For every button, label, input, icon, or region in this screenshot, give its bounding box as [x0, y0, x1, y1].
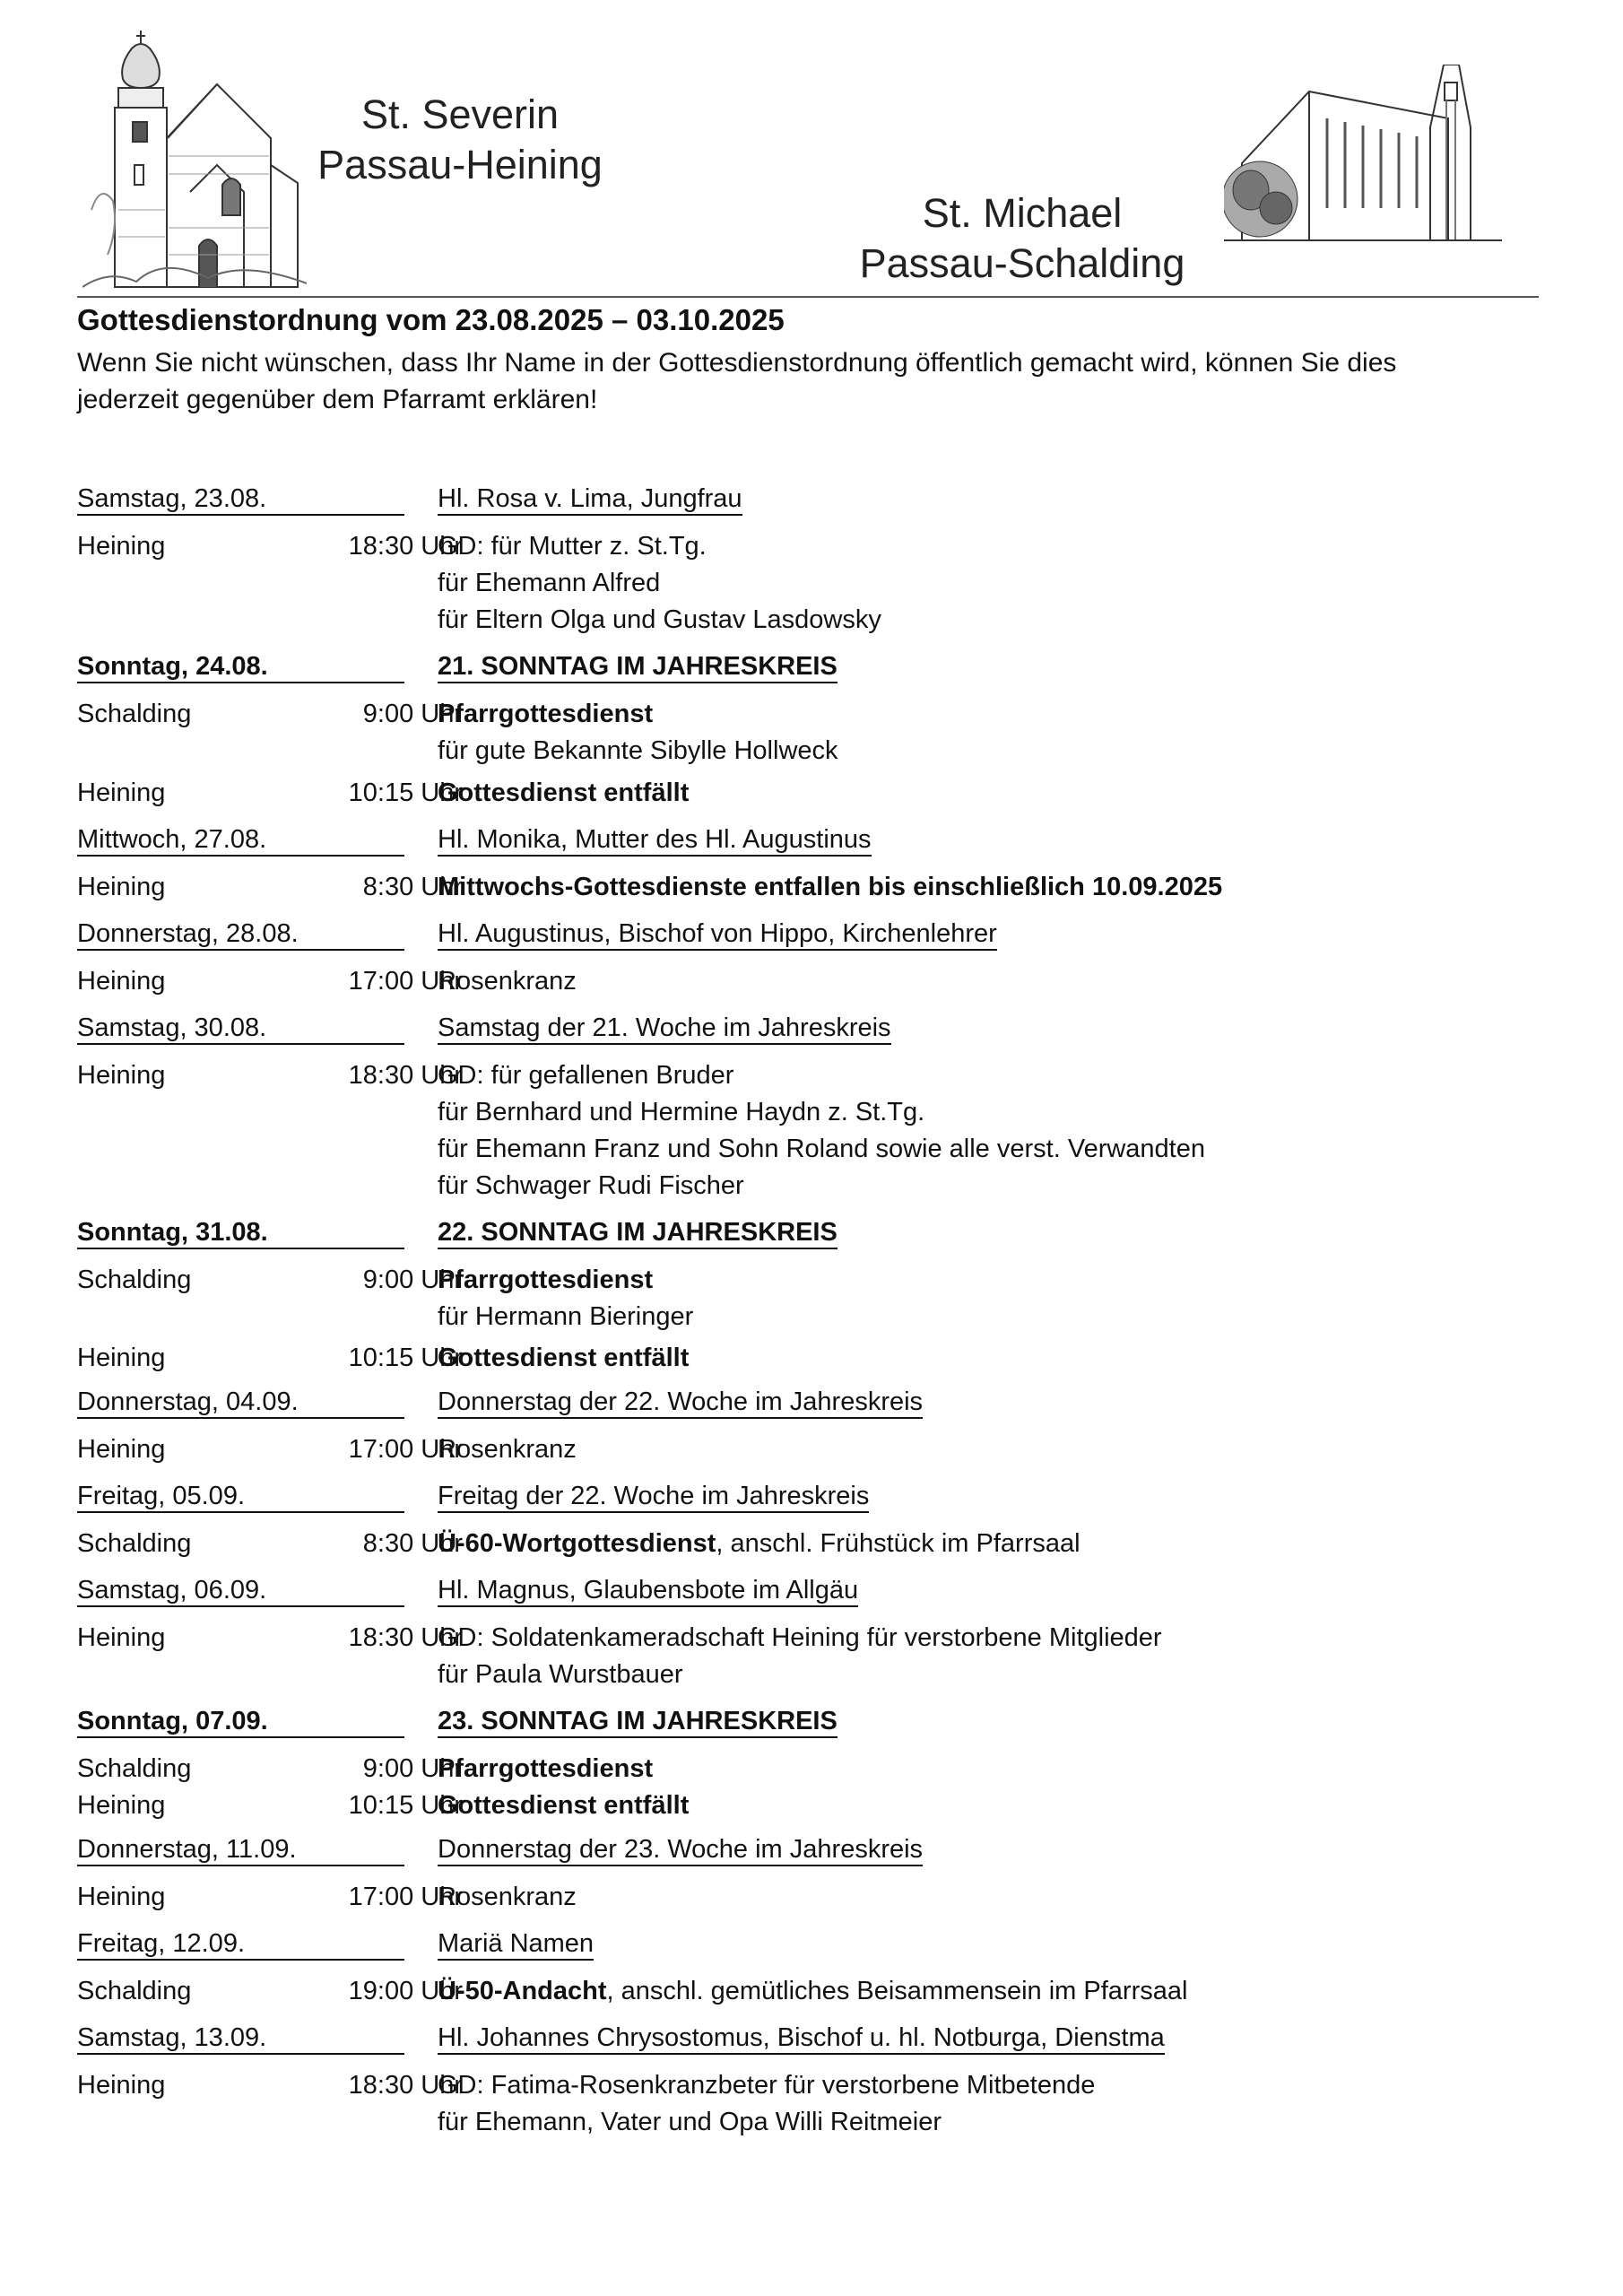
- service-line-text: für Ehemann Alfred: [438, 569, 661, 597]
- day-feast: Hl. Rosa v. Lima, Jungfrau: [438, 483, 742, 516]
- service-line: [438, 1340, 1548, 1377]
- day-date: Samstag, 23.08.: [77, 483, 404, 516]
- service-time: 18:30 Uhr: [348, 1623, 463, 1652]
- service-time: 10:15 Uhr: [348, 1344, 463, 1372]
- day-header: [77, 1473, 1548, 1520]
- left-parish-name: St. Severin: [360, 91, 560, 137]
- right-parish-name: St. Michael: [922, 190, 1123, 236]
- service-row: [77, 770, 1548, 816]
- service-line-text: GD: für gefallenen Bruder: [438, 1061, 734, 1090]
- service-line: [438, 1526, 1548, 1562]
- service-line: [438, 733, 1548, 770]
- day-feast: Donnerstag der 23. Woche im Jahreskreis: [438, 1834, 923, 1866]
- service-description: [438, 1787, 1548, 1824]
- day-header: [77, 1826, 1548, 1874]
- service-line-text: für Hermann Bieringer: [438, 1302, 694, 1331]
- service-row: [77, 1340, 1548, 1378]
- day-date: Samstag, 06.09.: [77, 1575, 404, 1607]
- day-feast: Hl. Augustinus, Bischof von Hippo, Kirchenlehrer: [438, 918, 997, 951]
- service-line: [438, 1131, 1548, 1168]
- service-line-text: Rosenkranz: [438, 1883, 577, 1911]
- service-line-bold: Gottesdienst entfällt: [438, 778, 690, 807]
- service-line-text: für Ehemann, Vater und Opa Willi Reitmeier: [438, 2108, 942, 2136]
- day-feast: Hl. Magnus, Glaubensbote im Allgäu: [438, 1575, 858, 1607]
- service-line-bold: Ü-60-Wortgottesdienst: [438, 1529, 716, 1558]
- service-line: [438, 1620, 1548, 1657]
- day-feast: 22. SONNTAG IM JAHRESKREIS: [438, 1217, 838, 1249]
- service-line: [438, 1094, 1548, 1131]
- service-place: Schalding: [77, 1529, 192, 1558]
- day-header: [77, 643, 1548, 691]
- day-feast: Donnerstag der 22. Woche im Jahreskreis: [438, 1387, 923, 1419]
- day-header: [77, 2014, 1548, 2062]
- day-header: [77, 1920, 1548, 1968]
- service-place: Heining: [77, 1623, 166, 1652]
- left-parish-heading: [285, 90, 635, 190]
- service-row: [77, 1745, 1548, 1787]
- service-line-bold: Gottesdienst entfällt: [438, 1791, 690, 1820]
- service-description: [438, 1973, 1548, 2010]
- service-row: [77, 1257, 1548, 1340]
- service-time: 8:30 Uhr: [362, 873, 463, 901]
- service-place: Heining: [77, 1791, 166, 1820]
- day-date: Sonntag, 07.09.: [77, 1706, 404, 1738]
- service-line-text: Rosenkranz: [438, 967, 577, 996]
- service-row: [77, 1614, 1548, 1698]
- service-row: [77, 523, 1548, 643]
- day-date: Donnerstag, 11.09.: [77, 1834, 404, 1866]
- service-line-text: GD: Soldatenkameradschaft Heining für verstorbene Mitglieder: [438, 1623, 1162, 1652]
- service-line: [438, 2067, 1548, 2104]
- service-description: [438, 1879, 1548, 1916]
- day-feast: Mariä Namen: [438, 1928, 594, 1961]
- service-line-text: für Eltern Olga und Gustav Lasdowsky: [438, 605, 881, 634]
- service-row: [77, 958, 1548, 1004]
- service-place: Schalding: [77, 1265, 192, 1294]
- service-description: [438, 1262, 1548, 1335]
- service-row: [77, 691, 1548, 770]
- day-date: Donnerstag, 28.08.: [77, 918, 404, 951]
- service-place: Heining: [77, 873, 166, 901]
- day-header: [77, 475, 1548, 523]
- service-time: 19:00 Uhr: [348, 1977, 463, 2005]
- day-feast: Samstag der 21. Woche im Jahreskreis: [438, 1013, 891, 1045]
- service-place: Schalding: [77, 700, 192, 728]
- day-date: Samstag, 30.08.: [77, 1013, 404, 1045]
- day-date: Donnerstag, 04.09.: [77, 1387, 404, 1419]
- service-row: [77, 2062, 1548, 2145]
- service-place: Heining: [77, 2071, 166, 2100]
- service-time: 17:00 Uhr: [348, 967, 463, 996]
- service-line-text: für Ehemann Franz und Sohn Roland sowie alle verst. Verwandten: [438, 1135, 1205, 1163]
- service-row: [77, 1787, 1548, 1826]
- day-header: [77, 1209, 1548, 1257]
- service-place: Heining: [77, 778, 166, 807]
- service-line-bold: Ü-50-Andacht: [438, 1977, 607, 2005]
- service-description: [438, 869, 1548, 906]
- service-place: Heining: [77, 1435, 166, 1464]
- service-line: [438, 1299, 1548, 1335]
- day-header: [77, 1378, 1548, 1426]
- service-place: Heining: [77, 1883, 166, 1911]
- left-parish-place: Passau-Heining: [317, 142, 603, 187]
- service-line: [438, 963, 1548, 1000]
- st-severin-church-drawing: [82, 30, 307, 292]
- service-line-text: GD: Fatima-Rosenkranzbeter für verstorbene Mitbetende: [438, 2071, 1096, 2100]
- service-description: [438, 1620, 1548, 1693]
- service-line-bold: Gottesdienst entfällt: [438, 1344, 690, 1372]
- service-place: Schalding: [77, 1977, 192, 2005]
- service-line-text: Rosenkranz: [438, 1435, 577, 1464]
- service-description: [438, 1526, 1548, 1562]
- service-line-text: für gute Bekannte Sibylle Hollweck: [438, 736, 838, 765]
- service-line-text: , anschl. gemütliches Beisammensein im Pfarrsaal: [606, 1977, 1188, 2005]
- service-description: [438, 696, 1548, 770]
- service-time: 18:30 Uhr: [348, 2071, 463, 2100]
- day-header: [77, 1698, 1548, 1745]
- service-time: 18:30 Uhr: [348, 1061, 463, 1090]
- service-description: [438, 775, 1548, 812]
- service-description: [438, 2067, 1548, 2141]
- service-time: 9:00 Uhr: [362, 1265, 463, 1294]
- service-line: [438, 1973, 1548, 2010]
- day-header: [77, 816, 1548, 864]
- service-line: [438, 565, 1548, 602]
- service-description: [438, 1057, 1548, 1205]
- day-date: Freitag, 05.09.: [77, 1481, 404, 1513]
- day-date: Mittwoch, 27.08.: [77, 824, 404, 857]
- service-line-text: für Paula Wurstbauer: [438, 1660, 683, 1689]
- service-line-bold: Pfarrgottesdienst: [438, 1265, 654, 1294]
- day-date: Sonntag, 24.08.: [77, 651, 404, 683]
- day-header: [77, 910, 1548, 958]
- service-description: [438, 1431, 1548, 1468]
- day-date: Freitag, 12.09.: [77, 1928, 404, 1961]
- service-line: [438, 528, 1548, 565]
- day-feast: 21. SONNTAG IM JAHRESKREIS: [438, 651, 838, 683]
- service-line: [438, 1057, 1548, 1094]
- service-place: Heining: [77, 967, 166, 996]
- service-time: 9:00 Uhr: [362, 700, 463, 728]
- day-header: [77, 1004, 1548, 1052]
- header-rule: [77, 296, 1539, 298]
- service-line-text: GD: für Mutter z. St.Tg.: [438, 532, 707, 561]
- right-parish-heading: [843, 188, 1202, 289]
- service-line: [438, 1879, 1548, 1916]
- service-description: [438, 1751, 1548, 1787]
- service-line: [438, 1751, 1548, 1787]
- service-line: [438, 696, 1548, 733]
- service-line: [438, 869, 1548, 906]
- service-line-bold: Pfarrgottesdienst: [438, 700, 654, 728]
- day-header: [77, 1567, 1548, 1614]
- service-time: 9:00 Uhr: [362, 1754, 463, 1783]
- service-line: [438, 1431, 1548, 1468]
- service-row: [77, 1968, 1548, 2014]
- privacy-notice: Wenn Sie nicht wünschen, dass Ihr Name in der Gottesdienstordnung öffentlich gemacht wird, können Sie dies jederzeit gegenüber dem Pfarramt erklären!: [77, 348, 1397, 414]
- service-row: [77, 1426, 1548, 1473]
- service-row: [77, 1874, 1548, 1920]
- service-description: [438, 963, 1548, 1000]
- service-line: [438, 1262, 1548, 1299]
- service-line: [438, 1787, 1548, 1824]
- service-time: 18:30 Uhr: [348, 532, 463, 561]
- service-time: 10:15 Uhr: [348, 778, 463, 807]
- service-line-text: , anschl. Frühstück im Pfarrsaal: [716, 1529, 1081, 1558]
- service-row: [77, 1052, 1548, 1209]
- service-place: Schalding: [77, 1754, 192, 1783]
- service-description: [438, 1340, 1548, 1377]
- service-time: 17:00 Uhr: [348, 1435, 463, 1464]
- service-line: [438, 2104, 1548, 2141]
- service-line: [438, 1168, 1548, 1205]
- service-place: Heining: [77, 532, 166, 561]
- right-parish-place: Passau-Schalding: [859, 240, 1185, 286]
- service-line-bold: Pfarrgottesdienst: [438, 1754, 654, 1783]
- service-line-text: für Schwager Rudi Fischer: [438, 1171, 744, 1200]
- service-row: [77, 864, 1548, 910]
- service-row: [77, 1520, 1548, 1567]
- service-line-bold: Mittwochs-Gottesdienste entfallen bis einschließlich 10.09.2025: [438, 873, 1223, 901]
- service-time: 8:30 Uhr: [362, 1529, 463, 1558]
- service-place: Heining: [77, 1061, 166, 1090]
- day-date: Sonntag, 31.08.: [77, 1217, 404, 1249]
- service-line: [438, 1657, 1548, 1693]
- service-time: 10:15 Uhr: [348, 1791, 463, 1820]
- day-feast: 23. SONNTAG IM JAHRESKREIS: [438, 1706, 838, 1738]
- service-description: [438, 528, 1548, 639]
- day-date: Samstag, 13.09.: [77, 2022, 404, 2055]
- service-time: 17:00 Uhr: [348, 1883, 463, 1911]
- day-feast: Hl. Johannes Chrysostomus, Bischof u. hl. Notburga, Dienstma: [438, 2022, 1165, 2055]
- service-line: [438, 775, 1548, 812]
- service-line-text: für Bernhard und Hermine Haydn z. St.Tg.: [438, 1098, 925, 1126]
- service-schedule: [77, 475, 1548, 2145]
- st-michael-church-drawing: [1224, 65, 1502, 244]
- document-title: Gottesdienstordnung vom 23.08.2025 – 03.10.2025: [77, 303, 785, 336]
- day-feast: Freitag der 22. Woche im Jahreskreis: [438, 1481, 869, 1513]
- day-feast: Hl. Monika, Mutter des Hl. Augustinus: [438, 824, 872, 857]
- service-line: [438, 602, 1548, 639]
- service-place: Heining: [77, 1344, 166, 1372]
